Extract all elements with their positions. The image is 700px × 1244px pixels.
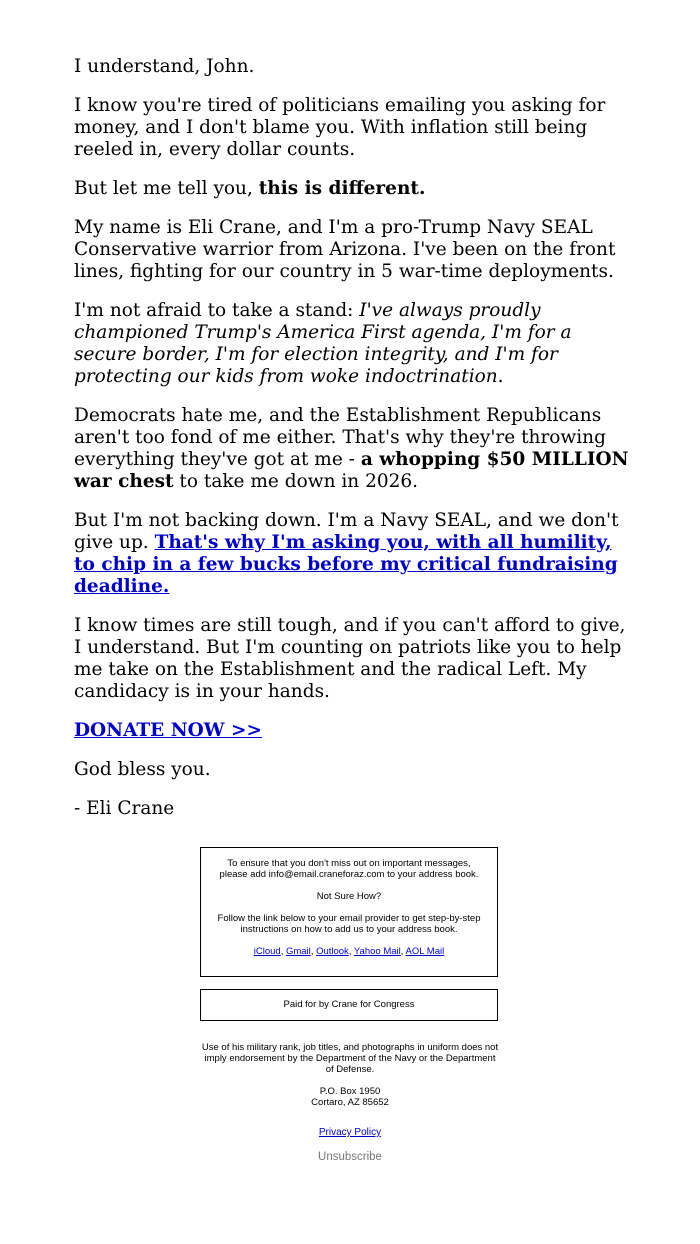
email-provider-links bbox=[215, 946, 483, 957]
paragraph-2 bbox=[74, 178, 634, 200]
privacy-row bbox=[200, 1127, 500, 1139]
provider-link-outlook[interactable]: Outlook bbox=[316, 946, 349, 957]
paragraph-4 bbox=[74, 300, 634, 388]
mailing-address bbox=[200, 1086, 500, 1108]
not-sure-how: Not Sure How? bbox=[316, 891, 382, 902]
address-book-notice bbox=[200, 847, 498, 977]
address-book-text: To ensure that you don't miss out on important messages, please add info@email.craneforaz.com to your address book. bbox=[219, 858, 479, 880]
unsubscribe-row bbox=[200, 1150, 500, 1164]
address-line-1: P.O. Box 1950 bbox=[319, 1086, 381, 1097]
address-line-2: Cortaro, AZ 85652 bbox=[311, 1097, 389, 1108]
donate-now-link[interactable]: DONATE NOW >> bbox=[74, 720, 262, 741]
fundraising-link[interactable]: That's why I'm asking you, with all humility, to chip in a few bucks before my critical fundraising deadline. bbox=[74, 532, 618, 597]
paragraph-4-text: I'm not afraid to take a stand: bbox=[74, 300, 360, 321]
paragraph-3: My name is Eli Crane, and I'm a pro-Trump Navy SEAL Conservative warrior from Arizona. I've been on the front lines, fighting for our country in 5 war-time deployments. bbox=[74, 217, 616, 282]
paragraph-2-text: But let me tell you, bbox=[74, 178, 259, 199]
provider-separator: , bbox=[280, 946, 286, 957]
paragraph-6-text: But I'm not backing down. I'm a Navy SEAL, and we don't give up. bbox=[74, 510, 619, 553]
greeting: I understand, John. bbox=[74, 56, 255, 77]
paragraph-1: I know you're tired of politicians emailing you asking for money, and I don't blame you. With inflation still being reeled in, every dollar counts. bbox=[74, 95, 606, 160]
provider-link-icloud[interactable]: iCloud bbox=[253, 946, 281, 957]
military-disclaimer: Use of his military rank, job titles, and photographs in uniform does not imply endorsement by the Department of the Navy or the Department of Defense. bbox=[201, 1042, 499, 1075]
signoff-line-1: God bless you. bbox=[74, 759, 211, 780]
paragraph-7: I know times are still tough, and if you can't afford to give, I understand. But I'm counting on patriots like you to help me take on the Establishment and the radical Left. My candidacy is in your hands. bbox=[74, 615, 626, 702]
paragraph-6 bbox=[74, 510, 634, 598]
signoff-line-2: - Eli Crane bbox=[74, 798, 175, 819]
paragraph-2-bold: this is different. bbox=[258, 178, 426, 199]
provider-link-gmail[interactable]: Gmail bbox=[285, 946, 311, 957]
paragraph-5-text: Democrats hate me, and the Establishment Republicans aren't too fond of me either. That's why they're throwing everything they've got at me - bbox=[74, 405, 606, 470]
provider-separator: , bbox=[310, 946, 317, 957]
unsubscribe-link[interactable]: Unsubscribe bbox=[318, 1151, 382, 1163]
paragraph-5-bold: a whopping $50 MILLION war chest bbox=[74, 449, 629, 492]
paragraph-5-suffix: to take me down in 2026. bbox=[173, 471, 419, 492]
provider-link-yahoo[interactable]: Yahoo Mail bbox=[353, 946, 401, 957]
email-body bbox=[74, 56, 634, 837]
provider-separator: , bbox=[400, 946, 406, 957]
disclaimer-block bbox=[200, 1042, 500, 1119]
instructions-text: Follow the link below to your email provider to get step-by-step instructions on how to add us to your address book. bbox=[217, 913, 481, 935]
paragraph-5 bbox=[74, 405, 634, 493]
provider-link-aol[interactable]: AOL Mail bbox=[405, 946, 445, 957]
paid-for-box bbox=[200, 989, 498, 1021]
paid-for-text: Paid for by Crane for Congress bbox=[283, 999, 415, 1010]
paragraph-4-italic: I've always proudly championed Trump's America First agenda, I'm for a secure border, I'm for election integrity, and I'm for protecting our kids from woke indoctrination. bbox=[74, 300, 572, 387]
provider-separator: , bbox=[348, 946, 354, 957]
privacy-policy-link[interactable]: Privacy Policy bbox=[318, 1127, 382, 1138]
